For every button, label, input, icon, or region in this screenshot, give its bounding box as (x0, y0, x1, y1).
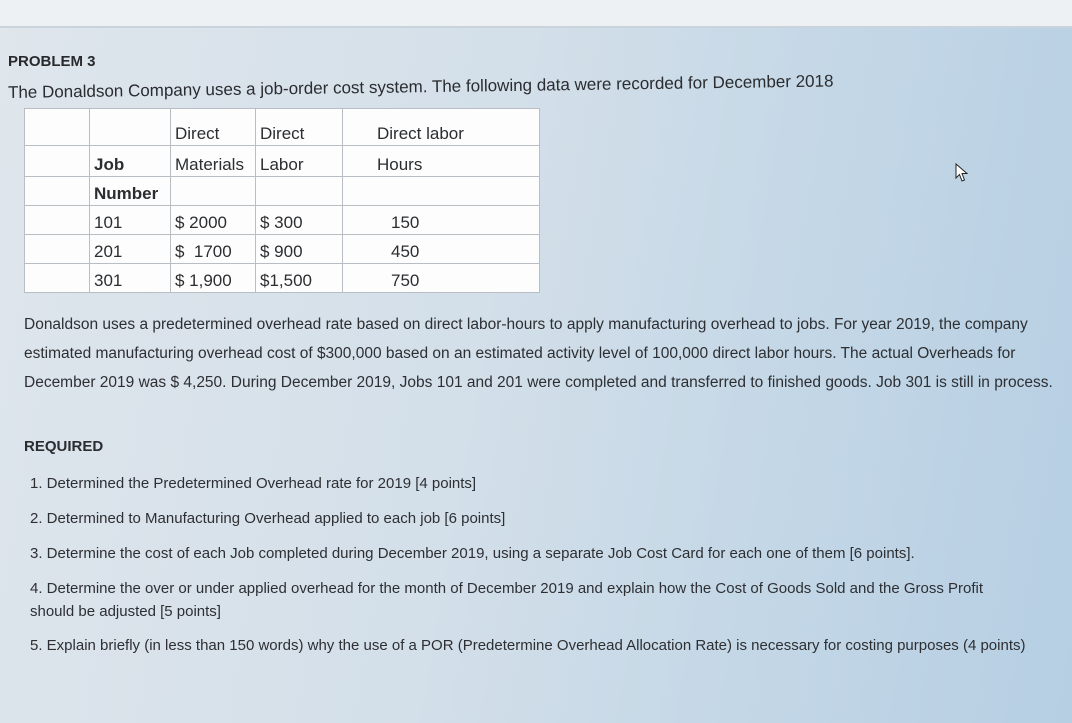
header-number: Number (90, 177, 171, 206)
table-cell (25, 109, 90, 146)
header-job: Job (90, 146, 171, 177)
table-cell (25, 264, 90, 293)
problem-title: PROBLEM 3 (8, 53, 96, 70)
table-row (25, 206, 540, 235)
hours-value: 450 (343, 235, 540, 264)
job-number: 301 (90, 264, 171, 293)
mouse-pointer-icon (955, 163, 969, 183)
labor-value: $ 900 (256, 235, 343, 264)
table-header-row (25, 177, 540, 206)
header-direct-labor-hours-top: Direct labor (343, 109, 540, 146)
table-cell (90, 109, 171, 146)
hours-value: 150 (343, 206, 540, 235)
header-labor: Labor (256, 146, 343, 177)
table-cell (25, 235, 90, 264)
table-cell (25, 206, 90, 235)
required-item-3: 3. Determine the cost of each Job completed during December 2019, using a separate Job Cost Card for each one of them [6 points]. (30, 545, 915, 562)
required-item-5: 5. Explain briefly (in less than 150 words) why the use of a POR (Predetermine Overhead Allocation Rate) is necessary for costing purposes (4 points) (30, 637, 1026, 654)
required-heading: REQUIRED (24, 438, 104, 455)
table-cell (25, 177, 90, 206)
header-direct-labor-top: Direct (256, 109, 343, 146)
table-cell (256, 177, 343, 206)
table-row (25, 264, 540, 293)
labor-value: $1,500 (256, 264, 343, 293)
materials-value: $ 1700 (171, 235, 256, 264)
problem-intro: The Donaldson Company uses a job-order cost system. The following data were recorded for December 2018 (7, 71, 834, 102)
job-number: 101 (90, 206, 171, 235)
job-cost-table (24, 108, 540, 293)
header-hours: Hours (343, 146, 540, 177)
hours-value: 750 (343, 264, 540, 293)
required-item-4: 4. Determine the over or under applied overhead for the month of December 2019 and explain how the Cost of Goods Sold and the Gross Profit should be adjusted [5 points] (30, 580, 984, 620)
window-top-bar (0, 0, 1072, 26)
labor-value: $ 300 (256, 206, 343, 235)
table-header-row (25, 109, 540, 146)
table-header-row (25, 146, 540, 177)
table-cell (343, 177, 540, 206)
materials-value: $ 2000 (171, 206, 256, 235)
table-row (25, 235, 540, 264)
header-direct-materials-top: Direct (171, 109, 256, 146)
required-item-2: 2. Determined to Manufacturing Overhead applied to each job [6 points] (30, 510, 506, 527)
problem-description: Donaldson uses a predetermined overhead rate based on direct labor-hours to apply manufacturing overhead to jobs. For year 2019, the company estimated manufacturing overhead cost of $300,000 based on an estimated activity level of 100,000 direct labor hours. The actual Overheads for December 2019 was $ 4,250. During December 2019, Jobs 101 and 201 were completed and transferred to finished goods. Job 301 is still in process. (24, 316, 1053, 391)
table-cell (171, 177, 256, 206)
job-number: 201 (90, 235, 171, 264)
header-materials: Materials (171, 146, 256, 177)
table-cell (25, 146, 90, 177)
materials-value: $ 1,900 (171, 264, 256, 293)
required-item-1: 1. Determined the Predetermined Overhead rate for 2019 [4 points] (30, 475, 477, 492)
document-page (0, 28, 1072, 723)
